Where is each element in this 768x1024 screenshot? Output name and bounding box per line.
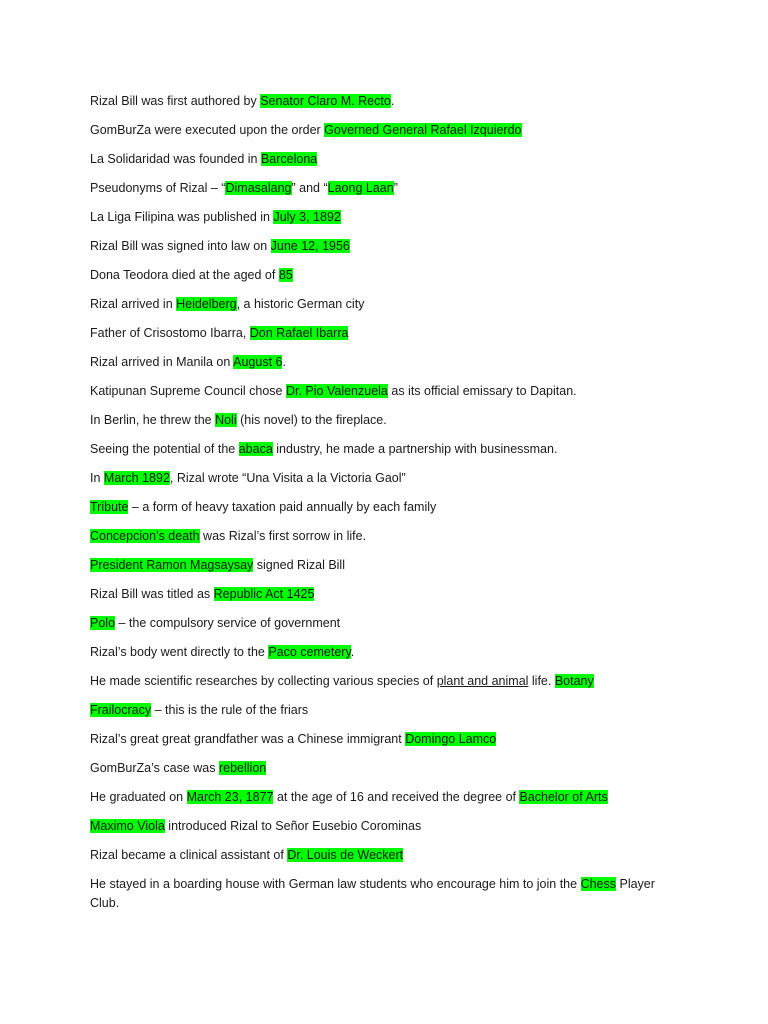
document-line: [90, 266, 680, 285]
highlighted-answer: 85: [278, 268, 293, 282]
highlighted-answer: Maximo Viola: [90, 819, 165, 833]
line-text: He stayed in a boarding house with German law students who encourage him to join the: [90, 877, 581, 891]
line-text: In: [90, 471, 104, 485]
line-text: Player Club.: [90, 877, 655, 910]
line-text: Father of Crisostomo Ibarra,: [90, 326, 250, 340]
highlighted-answer: Frailocracy: [90, 703, 152, 717]
line-text: Rizal Bill was titled as: [90, 587, 214, 601]
highlighted-answer: rebellion: [218, 761, 267, 775]
highlighted-answer: Governed General Rafael Izquierdo: [324, 123, 522, 137]
line-text: signed Rizal Bill: [253, 558, 345, 572]
highlighted-answer: Dimasalang: [225, 181, 292, 195]
document-line: [90, 469, 680, 488]
highlighted-answer: Dr. Pio Valenzuela: [285, 384, 388, 398]
highlighted-answer: Heidelberg: [176, 297, 237, 311]
line-text: GomBurZa were executed upon the order: [90, 123, 325, 137]
line-text: Katipunan Supreme Council chose: [90, 384, 286, 398]
highlighted-answer: Tribute: [90, 500, 129, 514]
line-text: .: [390, 94, 395, 108]
document-line: [90, 759, 680, 778]
highlighted-answer: Paco cemetery: [268, 645, 351, 659]
line-text: Rizal Bill was signed into law on: [90, 239, 271, 253]
highlighted-answer: August 6: [233, 355, 283, 369]
document-line: [90, 411, 680, 430]
document-line: [90, 788, 680, 807]
document-line: [90, 382, 680, 401]
document-line: [90, 875, 680, 913]
line-text: Rizal’s great great grandfather was a Chinese immigrant: [90, 732, 406, 746]
line-text: ” and “: [291, 181, 328, 195]
highlighted-answer: President Ramon Magsaysay: [90, 558, 254, 572]
document-line: [90, 237, 680, 256]
highlighted-answer: Don Rafael Ibarra: [249, 326, 349, 340]
highlighted-answer: Noli: [215, 413, 237, 427]
document-line: [90, 846, 680, 865]
highlighted-answer: June 12, 1956: [270, 239, 350, 253]
document-line: [90, 672, 680, 691]
line-text: La Liga Filipina was published in: [90, 210, 274, 224]
highlighted-answer: Botany: [554, 674, 594, 688]
line-text: – a form of heavy taxation paid annually by each family: [128, 500, 437, 514]
document-line: [90, 701, 680, 720]
document-line: [90, 150, 680, 169]
line-text: Pseudonyms of Rizal – “: [90, 181, 226, 195]
document-line: [90, 121, 680, 140]
document-line: [90, 92, 680, 111]
line-text: (his novel) to the fireplace.: [236, 413, 387, 427]
line-text: .: [350, 645, 355, 659]
line-text: .: [282, 355, 286, 369]
highlighted-answer: Laong Laan: [327, 181, 394, 195]
line-text: Rizal’s body went directly to the: [90, 645, 269, 659]
document-line: [90, 208, 680, 227]
document-line: [90, 527, 680, 546]
highlighted-answer: Dr. Louis de Weckert: [287, 848, 404, 862]
highlighted-answer: July 3, 1892: [273, 210, 341, 224]
document-line: [90, 498, 680, 517]
line-text: , Rizal wrote “Una Visita a la Victoria Gaol”: [169, 471, 406, 485]
underlined-text: plant and animal: [436, 674, 529, 688]
line-text: , a historic German city: [236, 297, 365, 311]
document-line: [90, 353, 680, 372]
highlighted-answer: March 23, 1877: [186, 790, 274, 804]
line-text: Rizal arrived in: [90, 297, 177, 311]
line-text: – the compulsory service of government: [115, 616, 341, 630]
document-line: [90, 585, 680, 604]
document-line: [90, 179, 680, 198]
document-body: [90, 92, 680, 923]
line-text: was Rizal’s first sorrow in life.: [199, 529, 367, 543]
highlighted-answer: Barcelona: [260, 152, 318, 166]
line-text: at the age of 16 and received the degree of: [273, 790, 520, 804]
line-text: introduced Rizal to Señor Eusebio Corominas: [164, 819, 422, 833]
line-text: industry, he made a partnership with businessman.: [272, 442, 558, 456]
document-line: [90, 643, 680, 662]
highlighted-answer: Senator Claro M. Recto: [260, 94, 391, 108]
document-line: [90, 324, 680, 343]
line-text: Rizal became a clinical assistant of: [90, 848, 288, 862]
line-text: He made scientific researches by collecting various species of: [90, 674, 437, 688]
document-line: [90, 440, 680, 459]
highlighted-answer: Domingo Lamco: [405, 732, 497, 746]
line-text: La Solidaridad was founded in: [90, 152, 261, 166]
document-line: [90, 295, 680, 314]
line-text: – this is the rule of the friars: [151, 703, 309, 717]
line-text: He graduated on: [90, 790, 187, 804]
line-text: as its official emissary to Dapitan.: [387, 384, 577, 398]
line-text: GomBurZa’s case was: [90, 761, 219, 775]
line-text: Dona Teodora died at the aged of: [90, 268, 279, 282]
document-line: [90, 556, 680, 575]
document-line: [90, 614, 680, 633]
line-text: life.: [528, 674, 555, 688]
line-text: In Berlin, he threw the: [90, 413, 216, 427]
highlighted-answer: Bachelor of Arts: [519, 790, 608, 804]
line-text: Seeing the potential of the: [90, 442, 239, 456]
highlighted-answer: Polo: [90, 616, 116, 630]
document-line: [90, 817, 680, 836]
line-text: Rizal Bill was first authored by: [90, 94, 261, 108]
line-text: Rizal arrived in Manila on: [90, 355, 234, 369]
highlighted-answer: Chess: [580, 877, 617, 891]
highlighted-answer: Concepcion’s death: [90, 529, 200, 543]
document-line: [90, 730, 680, 749]
highlighted-answer: March 1892: [103, 471, 170, 485]
line-text: ”: [393, 181, 398, 195]
highlighted-answer: Republic Act 1425: [213, 587, 315, 601]
highlighted-answer: abaca: [238, 442, 273, 456]
